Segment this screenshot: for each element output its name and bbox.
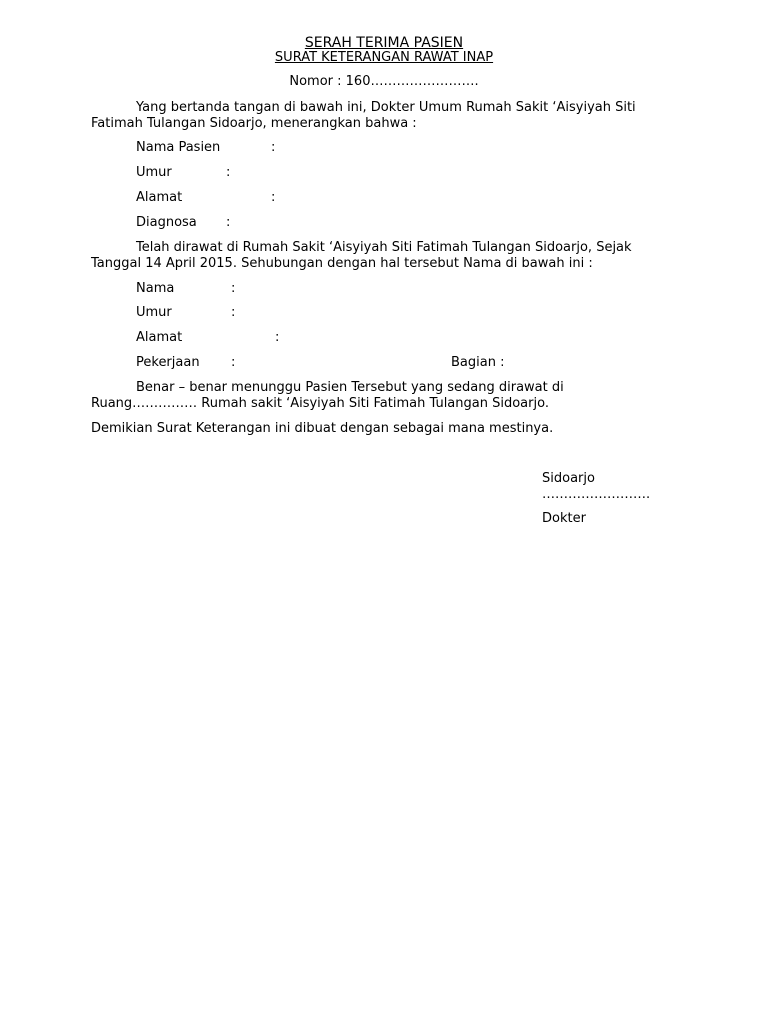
field-colon: : (271, 190, 276, 205)
field-label-alamat: Alamat (136, 190, 183, 205)
field-label-alamat: Alamat (136, 330, 183, 345)
closing-statement: Demikian Surat Keterangan ini dibuat dengan sebagai mana mestinya. (91, 421, 554, 436)
field-label-nama-pasien: Nama Pasien (136, 140, 221, 155)
field-colon: : (231, 281, 236, 296)
signature-city: Sidoarjo (542, 471, 595, 486)
document-number: Nomor : 160……………………. (289, 74, 479, 89)
intro-line-1: Yang bertanda tangan di bawah ini, Dokter Umum Rumah Sakit ‘Aisyiyah Siti (136, 100, 636, 115)
field-label-umur: Umur (136, 165, 172, 180)
field-label-bagian: Bagian : (451, 355, 505, 370)
benar-line-2: Ruang…………… Rumah sakit ‘Aisyiyah Siti Fatimah Tulangan Sidoarjo. (91, 396, 549, 411)
intro-line-2: Fatimah Tulangan Sidoarjo, menerangkan bahwa : (91, 116, 417, 131)
signature-role: Dokter (542, 511, 586, 526)
treated-line-2: Tanggal 14 April 2015. Sehubungan dengan hal tersebut Nama di bawah ini : (91, 256, 593, 271)
field-label-diagnosa: Diagnosa (136, 215, 197, 230)
document-title: SERAH TERIMA PASIEN (304, 35, 464, 51)
treated-line-1: Telah dirawat di Rumah Sakit ‘Aisyiyah Siti Fatimah Tulangan Sidoarjo, Sejak (136, 240, 632, 255)
field-colon: : (271, 140, 276, 155)
signature-date: ……………………. (542, 487, 651, 502)
field-colon: : (226, 215, 231, 230)
document-subtitle: SURAT KETERANGAN RAWAT INAP (274, 50, 494, 65)
field-colon: : (275, 330, 280, 345)
field-label-umur: Umur (136, 305, 172, 320)
field-colon: : (226, 165, 231, 180)
field-label-pekerjaan: Pekerjaan (136, 355, 200, 370)
field-colon: : (231, 305, 236, 320)
field-colon: : (231, 355, 236, 370)
benar-line-1: Benar – benar menunggu Pasien Tersebut yang sedang dirawat di (136, 380, 564, 395)
field-label-nama: Nama (136, 281, 175, 296)
